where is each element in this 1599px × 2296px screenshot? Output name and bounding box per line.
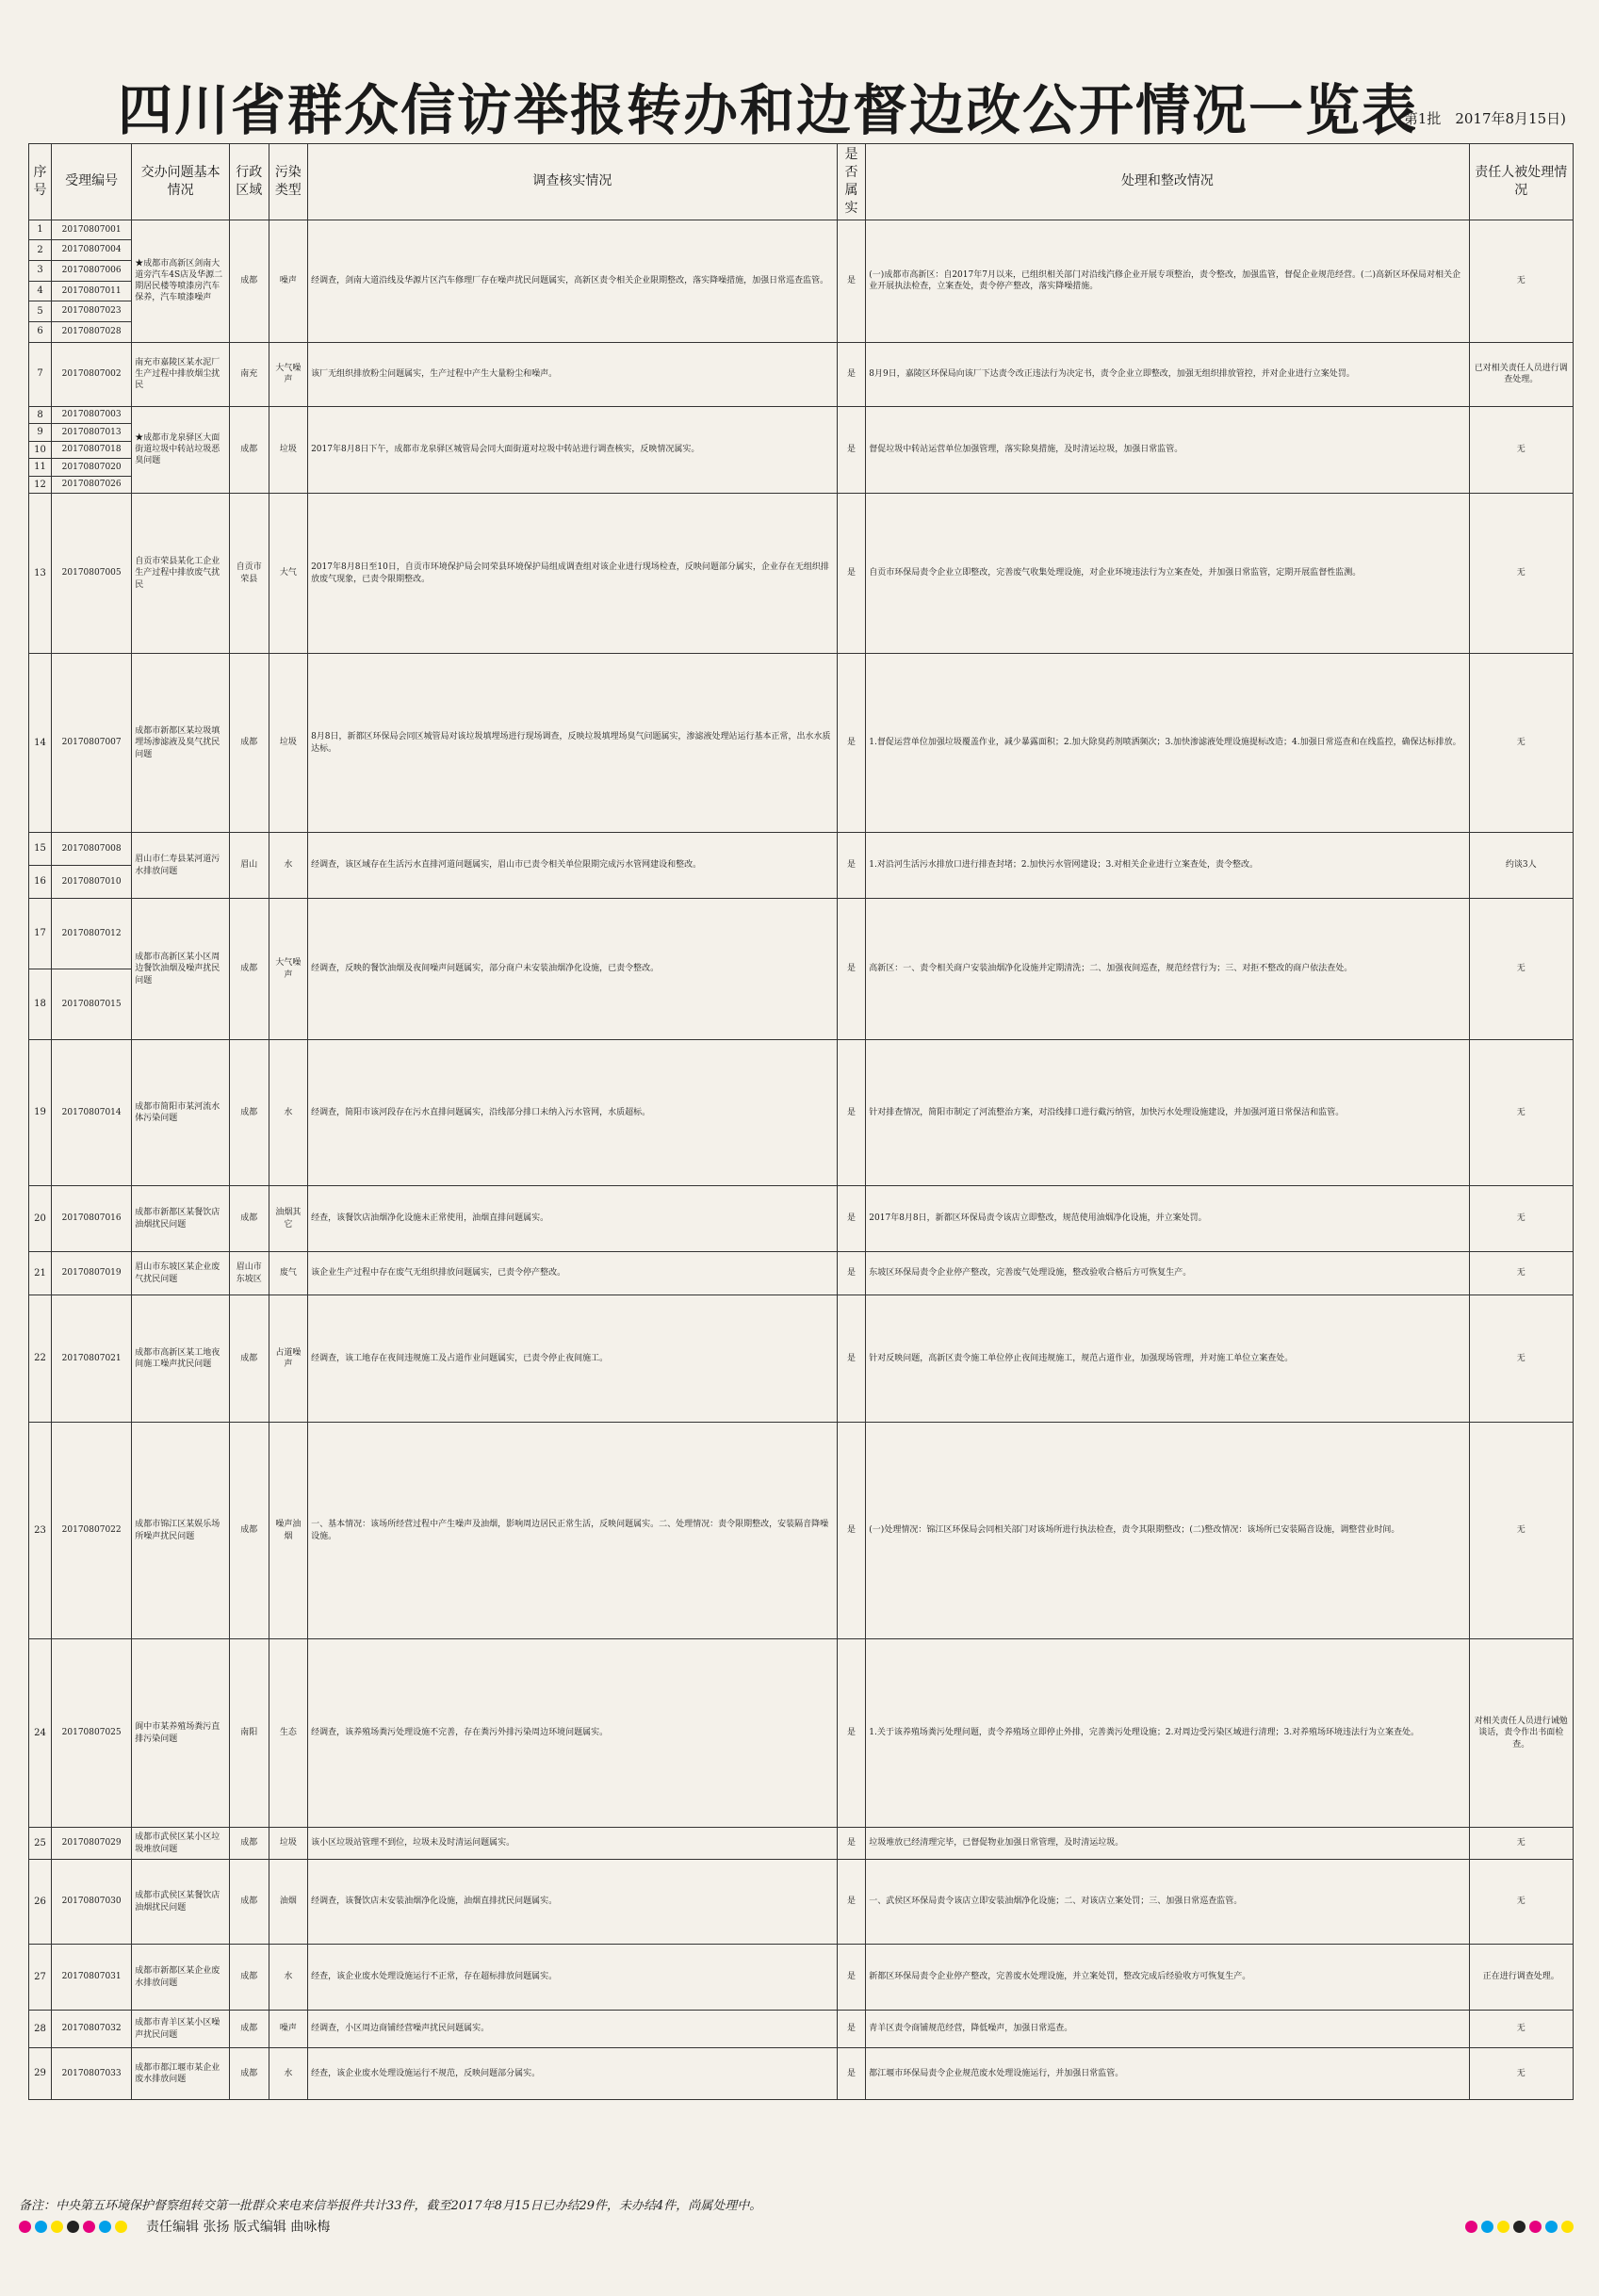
complaints-table — [28, 143, 1574, 2100]
row-issue: ★成都市高新区剑南大道旁汽车4S店及华源二期居民楼等喷漆房汽车保养，汽车喷漆噪声 — [132, 220, 230, 342]
row-issue: 成都市都江堰市某企业废水排放问题 — [132, 2048, 230, 2100]
row-ptype: 水 — [269, 833, 308, 899]
cmyk-dots-right — [1465, 2221, 1574, 2233]
table-row — [29, 2011, 1574, 2048]
row-code: 20170807006 — [52, 260, 132, 281]
row-handling: 都江堰市环保局责令企业规范废水处理设施运行，并加强日常监管。 — [866, 2048, 1469, 2100]
row-verified: 是 — [837, 1828, 866, 1860]
row-handling: 新都区环保局责令企业停产整改，完善废水处理设施，并立案处罚，整改完成后经验收方可恢复生产。 — [866, 1945, 1469, 2011]
row-verified: 是 — [837, 1295, 866, 1423]
footnote: 备注：中央第五环境保护督察组转交第一批群众来电来信举报件共计33件，截至2017年8月15日已办结29件，未办结4件，尚属处理中。 — [19, 2199, 762, 2213]
row-seq: 17 — [29, 899, 52, 969]
row-investigation: 经调查，剑南大道沿线及华源片区汽车修理厂存在噪声扰民问题属实，高新区责令相关企业限期整改，落实降噪措施，加强日常巡查监管。 — [308, 220, 838, 342]
row-investigation: 经调查，该餐饮店未安装油烟净化设施，油烟直排扰民问题属实。 — [308, 1860, 838, 1945]
row-investigation: 经调查，该工地存在夜间违规施工及占道作业问题属实，已责令停止夜间施工。 — [308, 1295, 838, 1423]
row-issue: 成都市新都区某垃圾填埋场渗滤液及臭气扰民问题 — [132, 654, 230, 833]
row-issue: 成都市锦江区某娱乐场所噪声扰民问题 — [132, 1423, 230, 1639]
registration-dot — [1513, 2221, 1526, 2233]
row-issue: 成都市武侯区某餐饮店油烟扰民问题 — [132, 1860, 230, 1945]
row-issue: 阆中市某养殖场粪污直排污染问题 — [132, 1639, 230, 1828]
row-investigation: 经调查，简阳市该河段存在污水直排问题属实，沿线部分排口未纳入污水管网，水质超标。 — [308, 1040, 838, 1186]
table-row — [29, 1860, 1574, 1945]
row-responsible: 无 — [1469, 1860, 1573, 1945]
registration-dot — [1529, 2221, 1542, 2233]
row-investigation: 2017年8月8日至10日，自贡市环境保护局会同荣县环境保护局组成调查组对该企业进行现场检查，反映问题部分属实，企业存在无组织排放废气现象，已责令限期整改。 — [308, 494, 838, 654]
row-handling: 一、武侯区环保局责令该店立即安装油烟净化设施；二、对该店立案处罚；三、加强日常巡查监管。 — [866, 1860, 1469, 1945]
row-verified: 是 — [837, 1860, 866, 1945]
registration-dot — [1561, 2221, 1574, 2233]
title-block — [28, 57, 1574, 141]
table-row — [29, 654, 1574, 833]
row-ptype: 噪声 — [269, 220, 308, 342]
row-ptype: 噪声 — [269, 2011, 308, 2048]
row-region: 南阳 — [230, 1639, 269, 1828]
row-verified: 是 — [837, 654, 866, 833]
row-handling: 青羊区责令商铺规范经营，降低噪声，加强日常巡查。 — [866, 2011, 1469, 2048]
table-row — [29, 1423, 1574, 1639]
table-row — [29, 220, 1574, 240]
row-code: 20170807002 — [52, 342, 132, 406]
row-region: 成都 — [230, 1945, 269, 2011]
row-ptype: 垃圾 — [269, 406, 308, 494]
header-code: 受理编号 — [52, 144, 132, 220]
row-issue: ★成都市龙泉驿区大面街道垃圾中转站垃圾恶臭问题 — [132, 406, 230, 494]
row-region: 成都 — [230, 2011, 269, 2048]
row-verified: 是 — [837, 406, 866, 494]
row-seq: 27 — [29, 1945, 52, 2011]
row-ptype: 占道噪声 — [269, 1295, 308, 1423]
table-row — [29, 1186, 1574, 1252]
row-issue: 自贡市荣县某化工企业生产过程中排放废气扰民 — [132, 494, 230, 654]
row-ptype: 废气 — [269, 1252, 308, 1295]
row-code: 20170807023 — [52, 301, 132, 322]
row-investigation: 该小区垃圾站管理不到位，垃圾未及时清运问题属实。 — [308, 1828, 838, 1860]
page — [28, 57, 1574, 2084]
row-handling: 高新区：一、责令相关商户安装油烟净化设施并定期清洗；二、加强夜间巡查，规范经营行为；三、对拒不整改的商户依法查处。 — [866, 899, 1469, 1040]
row-responsible: 无 — [1469, 654, 1573, 833]
row-investigation: 经调查，该养殖场粪污处理设施不完善，存在粪污外排污染周边环境问题属实。 — [308, 1639, 838, 1828]
row-seq: 3 — [29, 260, 52, 281]
row-seq: 11 — [29, 459, 52, 477]
row-code: 20170807020 — [52, 459, 132, 477]
row-ptype: 油烟其它 — [269, 1186, 308, 1252]
row-verified: 是 — [837, 1639, 866, 1828]
row-issue: 眉山市仁寿县某河道污水排放问题 — [132, 833, 230, 899]
row-responsible: 正在进行调查处理。 — [1469, 1945, 1573, 2011]
row-code: 20170807019 — [52, 1252, 132, 1295]
row-responsible: 约谈3人 — [1469, 833, 1573, 899]
row-responsible: 无 — [1469, 406, 1573, 494]
row-seq: 14 — [29, 654, 52, 833]
registration-dot — [67, 2221, 79, 2233]
row-seq: 13 — [29, 494, 52, 654]
row-responsible: 无 — [1469, 220, 1573, 342]
registration-dot — [1481, 2221, 1493, 2233]
row-code: 20170807016 — [52, 1186, 132, 1252]
row-investigation: 一、基本情况：该场所经营过程中产生噪声及油烟，影响周边居民正常生活，反映问题属实。二、处理情况：责令限期整改，安装隔音降噪设施。 — [308, 1423, 838, 1639]
table-row — [29, 342, 1574, 406]
row-seq: 18 — [29, 969, 52, 1040]
row-responsible: 无 — [1469, 1186, 1573, 1252]
row-ptype: 大气噪声 — [269, 342, 308, 406]
row-verified: 是 — [837, 833, 866, 899]
row-code: 20170807032 — [52, 2011, 132, 2048]
row-handling: (一)处理情况：锦江区环保局会同相关部门对该场所进行执法检查，责令其限期整改；(二)整改情况：该场所已安装隔音设施，调整营业时间。 — [866, 1423, 1469, 1639]
row-code: 20170807015 — [52, 969, 132, 1040]
row-investigation: 该厂无组织排放粉尘问题属实，生产过程中产生大量粉尘和噪声。 — [308, 342, 838, 406]
row-handling: 1.对沿河生活污水排放口进行排查封堵；2.加快污水管网建设；3.对相关企业进行立案查处，责令整改。 — [866, 833, 1469, 899]
row-handling: 1.督促运营单位加强垃圾覆盖作业，减少暴露面积；2.加大除臭药剂喷洒频次；3.加快渗滤液处理设施提标改造；4.加强日常巡查和在线监控，确保达标排放。 — [866, 654, 1469, 833]
registration-dot — [51, 2221, 63, 2233]
row-seq: 5 — [29, 301, 52, 322]
row-issue: 成都市武侯区某小区垃圾堆放问题 — [132, 1828, 230, 1860]
row-code: 20170807012 — [52, 899, 132, 969]
footer — [19, 2195, 1574, 2235]
table-row — [29, 1945, 1574, 2011]
print-bar — [19, 2216, 1574, 2237]
row-region: 成都 — [230, 1423, 269, 1639]
row-responsible: 已对相关责任人员进行调查处理。 — [1469, 342, 1573, 406]
row-ptype: 水 — [269, 1945, 308, 2011]
row-investigation: 该企业生产过程中存在废气无组织排放问题属实，已责令停产整改。 — [308, 1252, 838, 1295]
row-handling: 针对反映问题，高新区责令施工单位停止夜间违规施工，规范占道作业，加强现场管理，并对施工单位立案查处。 — [866, 1295, 1469, 1423]
row-seq: 6 — [29, 321, 52, 342]
row-region: 成都 — [230, 1860, 269, 1945]
row-handling: 自贡市环保局责令企业立即整改，完善废气收集处理设施，对企业环境违法行为立案查处，并加强日常监管，定期开展监督性监测。 — [866, 494, 1469, 654]
row-region: 成都 — [230, 220, 269, 342]
row-responsible: 无 — [1469, 899, 1573, 1040]
table-body — [29, 220, 1574, 2099]
header-region: 行政区域 — [230, 144, 269, 220]
row-handling: 针对排查情况，简阳市制定了河流整治方案，对沿线排口进行截污纳管，加快污水处理设施建设，并加强河道日常保洁和监管。 — [866, 1040, 1469, 1186]
header-verified: 是否属实 — [837, 144, 866, 220]
row-handling: 督促垃圾中转站运营单位加强管理，落实除臭措施，及时清运垃圾，加强日常监管。 — [866, 406, 1469, 494]
row-issue: 成都市高新区某小区周边餐饮油烟及噪声扰民问题 — [132, 899, 230, 1040]
registration-dot — [1545, 2221, 1558, 2233]
table-row — [29, 494, 1574, 654]
row-ptype: 大气 — [269, 494, 308, 654]
row-code: 20170807011 — [52, 281, 132, 301]
row-issue: 成都市新都区某企业废水排放问题 — [132, 1945, 230, 2011]
row-ptype: 噪声油烟 — [269, 1423, 308, 1639]
row-issue: 南充市嘉陵区某水泥厂生产过程中排放烟尘扰民 — [132, 342, 230, 406]
row-investigation: 经调查，小区周边商铺经营噪声扰民问题属实。 — [308, 2011, 838, 2048]
page-title: 四川省群众信访举报转办和边督边改公开情况一览表 — [118, 78, 1419, 142]
row-ptype: 生态 — [269, 1639, 308, 1828]
row-responsible: 对相关责任人员进行诫勉谈话，责令作出书面检查。 — [1469, 1639, 1573, 1828]
row-issue: 眉山市东坡区某企业废气扰民问题 — [132, 1252, 230, 1295]
header-ptype: 污染类型 — [269, 144, 308, 220]
row-responsible: 无 — [1469, 2011, 1573, 2048]
row-verified: 是 — [837, 899, 866, 1040]
cmyk-dots-left — [19, 2221, 127, 2233]
row-issue: 成都市新都区某餐饮店油烟扰民问题 — [132, 1186, 230, 1252]
row-verified: 是 — [837, 1423, 866, 1639]
row-handling: 东坡区环保局责令企业停产整改，完善废气处理设施，整改验收合格后方可恢复生产。 — [866, 1252, 1469, 1295]
table-row — [29, 833, 1574, 866]
row-responsible: 无 — [1469, 1423, 1573, 1639]
row-investigation: 2017年8月8日下午，成都市龙泉驿区城管局会同大面街道对垃圾中转站进行调查核实，反映情况属实。 — [308, 406, 838, 494]
row-investigation: 经查，该企业废水处理设施运行不正常，存在超标排放问题属实。 — [308, 1945, 838, 2011]
row-ptype: 油烟 — [269, 1860, 308, 1945]
row-responsible: 无 — [1469, 1828, 1573, 1860]
row-region: 成都 — [230, 1828, 269, 1860]
row-code: 20170807003 — [52, 406, 132, 424]
table-header-row — [29, 144, 1574, 220]
row-seq: 20 — [29, 1186, 52, 1252]
row-code: 20170807018 — [52, 441, 132, 459]
row-verified: 是 — [837, 2011, 866, 2048]
row-verified: 是 — [837, 1945, 866, 2011]
row-seq: 26 — [29, 1860, 52, 1945]
row-code: 20170807007 — [52, 654, 132, 833]
row-investigation: 经查，该餐饮店油烟净化设施未正常使用，油烟直排问题属实。 — [308, 1186, 838, 1252]
row-handling: 2017年8月8日，新都区环保局责令该店立即整改，规范使用油烟净化设施，并立案处罚。 — [866, 1186, 1469, 1252]
row-seq: 24 — [29, 1639, 52, 1828]
row-region: 成都 — [230, 2048, 269, 2100]
row-region: 南充 — [230, 342, 269, 406]
table-row — [29, 406, 1574, 424]
row-seq: 29 — [29, 2048, 52, 2100]
table-row — [29, 1295, 1574, 1423]
row-code: 20170807031 — [52, 1945, 132, 2011]
header-issue: 交办问题基本情况 — [132, 144, 230, 220]
header-seq: 序号 — [29, 144, 52, 220]
row-verified: 是 — [837, 1186, 866, 1252]
row-code: 20170807026 — [52, 476, 132, 494]
table-row — [29, 1040, 1574, 1186]
row-code: 20170807030 — [52, 1860, 132, 1945]
row-handling: (一)成都市高新区：自2017年7月以来，已组织相关部门对沿线汽修企业开展专项整治，责令整改，加强监管，督促企业规范经营。(二)高新区环保局对相关企业开展执法检查，立案查处，责令停产整改，落实降噪措施。 — [866, 220, 1469, 342]
row-code: 20170807013 — [52, 424, 132, 442]
registration-dot — [83, 2221, 95, 2233]
editors-line: 责任编辑 张扬 版式编辑 曲咏梅 — [146, 2220, 331, 2235]
table-row — [29, 1252, 1574, 1295]
row-code: 20170807029 — [52, 1828, 132, 1860]
row-seq: 4 — [29, 281, 52, 301]
row-code: 20170807014 — [52, 1040, 132, 1186]
table-row — [29, 1828, 1574, 1860]
row-code: 20170807005 — [52, 494, 132, 654]
header-investigation: 调查核实情况 — [308, 144, 838, 220]
row-seq: 16 — [29, 866, 52, 899]
row-region: 成都 — [230, 1295, 269, 1423]
row-verified: 是 — [837, 1252, 866, 1295]
row-seq: 23 — [29, 1423, 52, 1639]
row-investigation: 8月8日，新都区环保局会同区城管局对该垃圾填埋场进行现场调查，反映垃圾填埋场臭气问题属实，渗滤液处理站运行基本正常，出水水质达标。 — [308, 654, 838, 833]
row-seq: 28 — [29, 2011, 52, 2048]
table-row — [29, 2048, 1574, 2100]
row-investigation: 经调查，该区域存在生活污水直排河道问题属实，眉山市已责令相关单位限期完成污水管网建设和整改。 — [308, 833, 838, 899]
row-code: 20170807033 — [52, 2048, 132, 2100]
registration-dot — [1465, 2221, 1477, 2233]
row-seq: 10 — [29, 441, 52, 459]
row-issue: 成都市青羊区某小区噪声扰民问题 — [132, 2011, 230, 2048]
row-seq: 1 — [29, 220, 52, 240]
registration-dot — [19, 2221, 31, 2233]
row-region: 成都 — [230, 654, 269, 833]
row-ptype: 水 — [269, 1040, 308, 1186]
row-ptype: 垃圾 — [269, 1828, 308, 1860]
row-verified: 是 — [837, 2048, 866, 2100]
row-verified: 是 — [837, 1040, 866, 1186]
row-responsible: 无 — [1469, 1295, 1573, 1423]
row-responsible: 无 — [1469, 494, 1573, 654]
row-responsible: 无 — [1469, 1252, 1573, 1295]
row-investigation: 经查，该企业废水处理设施运行不规范，反映问题部分属实。 — [308, 2048, 838, 2100]
row-seq: 25 — [29, 1828, 52, 1860]
row-region: 成都 — [230, 1186, 269, 1252]
page-subtitle: (第1批 2017年8月15日) — [1397, 110, 1566, 127]
row-handling: 垃圾堆放已经清理完毕，已督促物业加强日常管理，及时清运垃圾。 — [866, 1828, 1469, 1860]
row-handling: 1.关于该养殖场粪污处理问题，责令养殖场立即停止外排，完善粪污处理设施；2.对周边受污染区域进行清理；3.对养殖场环境违法行为立案查处。 — [866, 1639, 1469, 1828]
row-region: 自贡市荣县 — [230, 494, 269, 654]
row-issue: 成都市高新区某工地夜间施工噪声扰民问题 — [132, 1295, 230, 1423]
row-region: 成都 — [230, 1040, 269, 1186]
table-row — [29, 899, 1574, 969]
row-region: 成都 — [230, 406, 269, 494]
row-seq: 8 — [29, 406, 52, 424]
registration-dot — [35, 2221, 47, 2233]
row-verified: 是 — [837, 494, 866, 654]
row-verified: 是 — [837, 220, 866, 342]
row-region: 成都 — [230, 899, 269, 1040]
table-row — [29, 1639, 1574, 1828]
row-ptype: 水 — [269, 2048, 308, 2100]
row-seq: 19 — [29, 1040, 52, 1186]
row-responsible: 无 — [1469, 2048, 1573, 2100]
row-seq: 7 — [29, 342, 52, 406]
row-code: 20170807004 — [52, 240, 132, 261]
row-seq: 2 — [29, 240, 52, 261]
row-seq: 9 — [29, 424, 52, 442]
row-responsible: 无 — [1469, 1040, 1573, 1186]
row-code: 20170807021 — [52, 1295, 132, 1423]
row-ptype: 垃圾 — [269, 654, 308, 833]
row-ptype: 大气噪声 — [269, 899, 308, 1040]
row-code: 20170807028 — [52, 321, 132, 342]
row-seq: 15 — [29, 833, 52, 866]
row-verified: 是 — [837, 342, 866, 406]
header-responsible: 责任人被处理情况 — [1469, 144, 1573, 220]
registration-dot — [99, 2221, 111, 2233]
row-seq: 21 — [29, 1252, 52, 1295]
registration-dot — [115, 2221, 127, 2233]
row-code: 20170807025 — [52, 1639, 132, 1828]
row-code: 20170807001 — [52, 220, 132, 240]
row-issue: 成都市简阳市某河流水体污染问题 — [132, 1040, 230, 1186]
row-handling: 8月9日，嘉陵区环保局向该厂下达责令改正违法行为决定书，责令企业立即整改，加强无组织排放管控，并对企业进行立案处罚。 — [866, 342, 1469, 406]
row-code: 20170807008 — [52, 833, 132, 866]
row-region: 眉山 — [230, 833, 269, 899]
row-investigation: 经调查，反映的餐饮油烟及夜间噪声问题属实，部分商户未安装油烟净化设施，已责令整改。 — [308, 899, 838, 1040]
registration-dot — [1497, 2221, 1509, 2233]
row-seq: 22 — [29, 1295, 52, 1423]
row-seq: 12 — [29, 476, 52, 494]
row-region: 眉山市东坡区 — [230, 1252, 269, 1295]
row-code: 20170807010 — [52, 866, 132, 899]
header-handling: 处理和整改情况 — [866, 144, 1469, 220]
row-code: 20170807022 — [52, 1423, 132, 1639]
